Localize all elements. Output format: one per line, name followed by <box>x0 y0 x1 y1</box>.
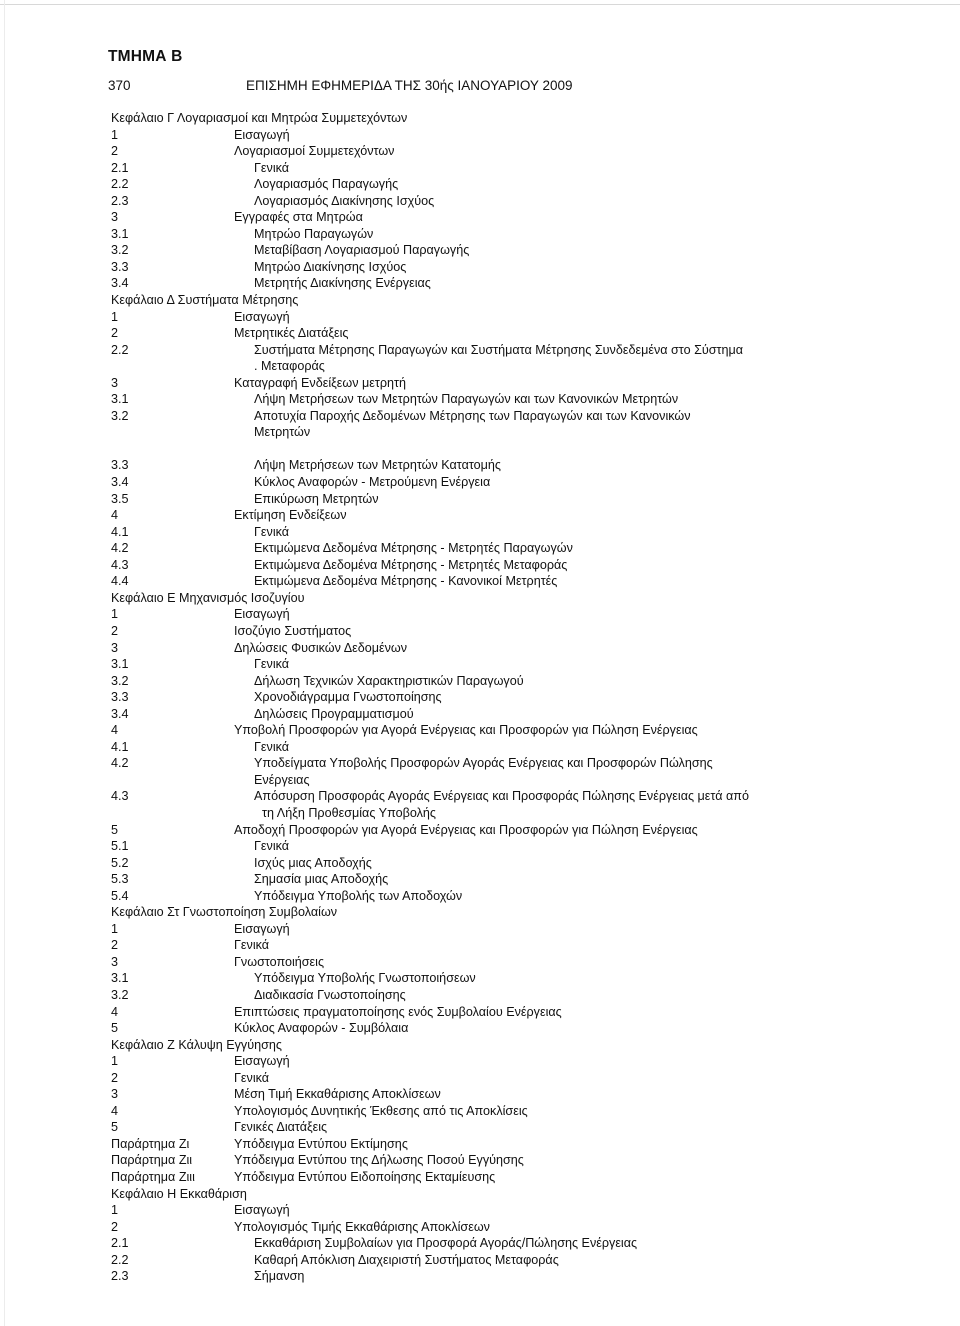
entry-title: Υπόδειγμα Υποβολής των Αποδοχών <box>254 888 463 903</box>
toc-entry <box>0 1070 960 1087</box>
entry-number: 4.2 <box>111 756 129 771</box>
entry-number: 5.4 <box>111 888 129 903</box>
entry-title: Μητρώο Παραγωγών <box>254 226 374 241</box>
entry-title: Εγγραφές στα Μητρώα <box>234 210 363 225</box>
entry-title: Ενέργειας <box>254 772 310 787</box>
scan-artifact-line <box>0 4 960 5</box>
entry-number: 2 <box>111 326 119 341</box>
entry-title: Καθαρή Απόκλιση Διαχειριστή Συστήματος Μεταφοράς <box>254 1252 559 1267</box>
chapter-title: Κεφάλαιο Δ Συστήματα Μέτρησης <box>111 293 299 308</box>
entry-number: 3.1 <box>111 392 129 407</box>
entry-title: Γενικά <box>254 657 290 672</box>
toc-entry <box>0 557 960 574</box>
toc-entry <box>0 871 960 888</box>
entry-title: Μέση Τιμή Εκκαθάρισης Αποκλίσεων <box>234 1087 441 1102</box>
entry-number: 3.2 <box>111 673 129 688</box>
toc-entry <box>0 209 960 226</box>
toc-entry <box>0 573 960 590</box>
toc-entry <box>0 342 960 359</box>
entry-number: 4 <box>111 1103 119 1118</box>
entry-number: 5 <box>111 822 119 837</box>
entry-number: 1 <box>111 127 119 142</box>
toc-entry <box>0 755 960 772</box>
entry-title: Μετρητής Διακίνησης Ενέργειας <box>254 276 431 291</box>
entry-title: Λήψη Μετρήσεων των Μετρητών Παραγωγών και των Κανονικών Μετρητών <box>254 392 679 407</box>
toc-entry <box>0 242 960 259</box>
toc-entry <box>0 309 960 326</box>
entry-number: 2 <box>111 144 119 159</box>
toc-entry <box>0 805 960 822</box>
entry-title: Εισαγωγή <box>234 1203 290 1218</box>
entry-title: Κύκλος Αναφορών - Συμβόλαια <box>234 1021 409 1036</box>
toc-entry <box>0 1020 960 1037</box>
entry-number: 4.1 <box>111 739 129 754</box>
entry-number: 2.3 <box>111 193 129 208</box>
toc-entry <box>0 772 960 789</box>
entry-number: 2.2 <box>111 1252 129 1267</box>
toc-entry <box>0 656 960 673</box>
chapter-title: Κεφάλαιο Ζ Κάλυψη Εγγύησης <box>111 1037 282 1052</box>
toc-entry <box>0 259 960 276</box>
entry-title: Υπόδειγμα Εντύπου Εκτίμησης <box>234 1136 408 1151</box>
entry-number: 3.3 <box>111 259 129 274</box>
entry-title: Αποδοχή Προσφορών για Αγορά Ενέργειας και Προσφορών για Πώληση Ενέργειας <box>234 822 698 837</box>
toc-entry <box>0 375 960 392</box>
entry-number: 3 <box>111 640 119 655</box>
toc-chapter-heading <box>0 1186 960 1203</box>
entry-number: 3 <box>111 1087 119 1102</box>
entry-number: 3.1 <box>111 657 129 672</box>
toc-entry <box>0 739 960 756</box>
toc-entry <box>0 987 960 1004</box>
entry-title: Εισαγωγή <box>234 309 290 324</box>
entry-title: Επικύρωση Μετρητών <box>254 491 379 506</box>
toc-entry <box>0 640 960 657</box>
entry-number: 3.3 <box>111 690 129 705</box>
page-number: 370 <box>108 78 131 93</box>
toc-entry <box>0 474 960 491</box>
toc-entry <box>0 524 960 541</box>
entry-number: 4.4 <box>111 574 129 589</box>
entry-number: 3.3 <box>111 458 129 473</box>
toc-entry <box>0 838 960 855</box>
section-label: ΤΜΗΜΑ Β <box>108 48 183 65</box>
chapter-title: Κεφάλαιο Στ Γνωστοποίηση Συμβολαίων <box>111 905 338 920</box>
toc-entry <box>0 788 960 805</box>
chapter-title: Κεφάλαιο Γ Λογαριασμοί και Μητρώα Συμμετεχόντων <box>111 111 408 125</box>
entry-title: Κύκλος Αναφορών - Μετρούμενη Ενέργεια <box>254 475 491 490</box>
entry-title: Υπόδειγμα Εντύπου της Δήλωσης Ποσού Εγγύησης <box>234 1153 524 1168</box>
toc-entry <box>0 540 960 557</box>
toc-entry <box>0 160 960 177</box>
entry-number: 3.4 <box>111 276 129 291</box>
entry-number: 3.1 <box>111 971 129 986</box>
entry-number: 1 <box>111 607 119 622</box>
entry-title: Χρονοδιάγραμμα Γνωστοποίησης <box>254 690 442 705</box>
entry-title: Μετρητικές Διατάξεις <box>234 326 349 341</box>
entry-number: 3.2 <box>111 408 129 423</box>
entry-title: Λογαριασμός Διακίνησης Ισχύος <box>254 193 435 208</box>
entry-number: 4.3 <box>111 789 129 804</box>
toc-entry <box>0 127 960 144</box>
entry-number: 3 <box>111 375 119 390</box>
entry-title: Ισοζύγιο Συστήματος <box>234 623 352 638</box>
entry-title: Γνωστοποιήσεις <box>234 954 325 969</box>
toc-entry <box>0 1268 960 1285</box>
toc-entry <box>0 491 960 508</box>
entry-number: 3 <box>111 954 119 969</box>
entry-title: Δηλώσεις Φυσικών Δεδομένων <box>234 640 408 655</box>
toc-entry <box>0 193 960 210</box>
entry-title: Υποδείγματα Υποβολής Προσφορών Αγοράς Ενέργειας και Προσφορών Πώλησης <box>254 756 713 771</box>
toc-entry <box>0 623 960 640</box>
entry-number: 3.4 <box>111 475 129 490</box>
toc-entry <box>0 921 960 938</box>
entry-title: Υπολογισμός Τιμής Εκκαθάρισης Αποκλίσεων <box>234 1219 490 1234</box>
entry-title: Γενικά <box>254 160 290 175</box>
entry-title: Γενικά <box>254 839 290 854</box>
entry-number: 4.1 <box>111 524 129 539</box>
entry-title: Εκτιμώμενα Δεδομένα Μέτρησης - Κανονικοί Μετρητές <box>254 574 558 589</box>
toc-entry <box>0 1004 960 1021</box>
entry-title: Υπόδειγμα Υποβολής Γνωστοποιήσεων <box>254 971 476 986</box>
entry-number: 2.1 <box>111 160 129 175</box>
entry-title: τη Λήξη Προθεσμίας Υποβολής <box>262 805 436 820</box>
entry-title: Υποβολή Προσφορών για Αγορά Ενέργειας και Προσφορών για Πώληση Ενέργειας <box>234 723 698 738</box>
toc-entry <box>0 457 960 474</box>
entry-title: Εκκαθάριση Συμβολαίων για Προσφορά Αγοράς/Πώλησης Ενέργειας <box>254 1236 638 1251</box>
entry-title: Εισαγωγή <box>234 921 290 936</box>
entry-title: Δηλώσεις Προγραμματισμού <box>254 706 414 721</box>
toc-chapter-heading <box>0 904 960 921</box>
entry-number: Παράρτημα Ζι <box>111 1136 190 1151</box>
entry-title: Γενικά <box>234 1070 270 1085</box>
entry-title: Συστήματα Μέτρησης Παραγωγών και Συστήματα Μέτρησης Συνδεδεμένα στο Σύστημα <box>254 342 744 357</box>
entry-title: Εισαγωγή <box>234 127 290 142</box>
toc-spacer <box>0 441 960 458</box>
entry-title: Γενικές Διατάξεις <box>234 1120 328 1135</box>
toc-entry <box>0 1252 960 1269</box>
entry-number: 5.3 <box>111 872 129 887</box>
entry-title: Γενικά <box>254 739 290 754</box>
toc-entry <box>0 275 960 292</box>
entry-title: Αποτυχία Παροχής Δεδομένων Μέτρησης των Παραγωγών και των Κανονικών <box>254 408 691 423</box>
toc-entry <box>0 1086 960 1103</box>
toc-entry <box>0 706 960 723</box>
toc-entry <box>0 507 960 524</box>
entry-title: Ισχύς μιας Αποδοχής <box>254 855 372 870</box>
entry-number: 2 <box>111 1219 119 1234</box>
toc-entry <box>0 822 960 839</box>
toc-entry <box>0 424 960 441</box>
entry-number: 2.2 <box>111 342 129 357</box>
toc-entry <box>0 1136 960 1153</box>
entry-title: Εκτιμώμενα Δεδομένα Μέτρησης - Μετρητές Παραγωγών <box>254 541 573 556</box>
entry-number: 5 <box>111 1021 119 1036</box>
entry-title: Δήλωση Τεχνικών Χαρακτηριστικών Παραγωγού <box>254 673 524 688</box>
entry-number: 2 <box>111 938 119 953</box>
entry-title: Εισαγωγή <box>234 607 290 622</box>
gazette-header-title: ΕΠΙΣΗΜΗ ΕΦΗΜΕΡΙΔΑ ΤΗΣ 30ής ΙΑΝΟΥΑΡΙΟΥ 2009 <box>246 78 573 93</box>
entry-number: 1 <box>111 921 119 936</box>
toc-entry <box>0 1053 960 1070</box>
entry-number: 3.5 <box>111 491 129 506</box>
toc-entry <box>0 888 960 905</box>
entry-title: Μητρώο Διακίνησης Ισχύος <box>254 259 407 274</box>
entry-number: 4 <box>111 723 119 738</box>
entry-title: Υπολογισμός Δυνητικής Έκθεσης από τις Αποκλίσεις <box>234 1103 528 1118</box>
toc-entry <box>0 408 960 425</box>
entry-number: 1 <box>111 1054 119 1069</box>
toc-entry <box>0 358 960 375</box>
entry-title: Γενικά <box>254 524 290 539</box>
toc-entry <box>0 673 960 690</box>
toc-entry <box>0 606 960 623</box>
entry-title: Επιπτώσεις πραγματοποίησης ενός Συμβολαίου Ενέργειας <box>234 1004 562 1019</box>
toc-chapter-heading <box>0 590 960 607</box>
entry-number: 4.2 <box>111 541 129 556</box>
entry-title: Εισαγωγή <box>234 1054 290 1069</box>
entry-title: Μεταβίβαση Λογαριασμού Παραγωγής <box>254 243 470 258</box>
entry-number: 3.1 <box>111 226 129 241</box>
toc-entry <box>0 391 960 408</box>
toc-entry <box>0 722 960 739</box>
entry-title: Εκτιμώμενα Δεδομένα Μέτρησης - Μετρητές Μεταφοράς <box>254 557 568 572</box>
entry-title: Διαδικασία Γνωστοποίησης <box>254 987 406 1002</box>
entry-number: 3.4 <box>111 706 129 721</box>
toc-entry <box>0 1152 960 1169</box>
entry-title: Υπόδειγμα Εντύπου Ειδοποίησης Εκταμίευσης <box>234 1170 496 1184</box>
toc-entry <box>0 1202 960 1219</box>
entry-number: 2 <box>111 1070 119 1085</box>
toc-entry <box>0 689 960 706</box>
toc-entry <box>0 176 960 193</box>
entry-title: Καταγραφή Ενδείξεων μετρητή <box>234 375 407 390</box>
entry-number: 4 <box>111 508 119 523</box>
toc-entry <box>0 1103 960 1120</box>
entry-number: Παράρτημα Ζιιι <box>111 1170 195 1184</box>
entry-number: 3 <box>111 210 119 225</box>
toc-entry <box>0 1235 960 1252</box>
entry-number: 3.2 <box>111 243 129 258</box>
entry-title: Γενικά <box>234 938 270 953</box>
entry-number: 1 <box>111 1203 119 1218</box>
entry-number: 2.1 <box>111 1236 129 1251</box>
entry-number: 2.2 <box>111 177 129 192</box>
table-of-contents <box>0 110 960 1285</box>
entry-number: 4.3 <box>111 557 129 572</box>
entry-title: Απόσυρση Προσφοράς Αγοράς Ενέργειας και Προσφοράς Πώλησης Ενέργειας μετά από <box>254 789 749 804</box>
toc-entry <box>0 143 960 160</box>
entry-number: 4 <box>111 1004 119 1019</box>
toc-entry <box>0 855 960 872</box>
entry-title: Λογαριασμοί Συμμετεχόντων <box>234 144 395 159</box>
toc-chapter-heading <box>0 292 960 309</box>
entry-title: . Μεταφοράς <box>254 359 325 374</box>
entry-title: Λήψη Μετρήσεων των Μετρητών Κατατομής <box>254 458 501 473</box>
toc-entry <box>0 1219 960 1236</box>
chapter-title: Κεφάλαιο Η Εκκαθάριση <box>111 1186 247 1201</box>
toc-entry <box>0 1169 960 1186</box>
toc-entry <box>0 970 960 987</box>
entry-title: Λογαριασμός Παραγωγής <box>254 177 399 192</box>
entry-number: 1 <box>111 309 119 324</box>
entry-number: 2 <box>111 623 119 638</box>
chapter-title: Κεφάλαιο Ε Μηχανισμός Ισοζυγίου <box>111 590 305 605</box>
entry-title: Σήμανση <box>254 1269 305 1284</box>
toc-entry <box>0 226 960 243</box>
toc-chapter-heading <box>0 1037 960 1054</box>
entry-number: 5.1 <box>111 839 129 854</box>
toc-entry <box>0 954 960 971</box>
entry-title: Σημασία μιας Αποδοχής <box>254 872 389 887</box>
toc-entry <box>0 1119 960 1136</box>
entry-title: Εκτίμηση Ενδείξεων <box>234 508 347 523</box>
entry-number: 5.2 <box>111 855 129 870</box>
entry-number: Παράρτημα Ζιι <box>111 1153 193 1168</box>
entry-title: Μετρητών <box>254 425 311 440</box>
toc-chapter-heading <box>0 110 960 127</box>
toc-entry <box>0 937 960 954</box>
entry-number: 5 <box>111 1120 119 1135</box>
toc-entry <box>0 325 960 342</box>
entry-number: 3.2 <box>111 987 129 1002</box>
entry-number: 2.3 <box>111 1269 129 1284</box>
